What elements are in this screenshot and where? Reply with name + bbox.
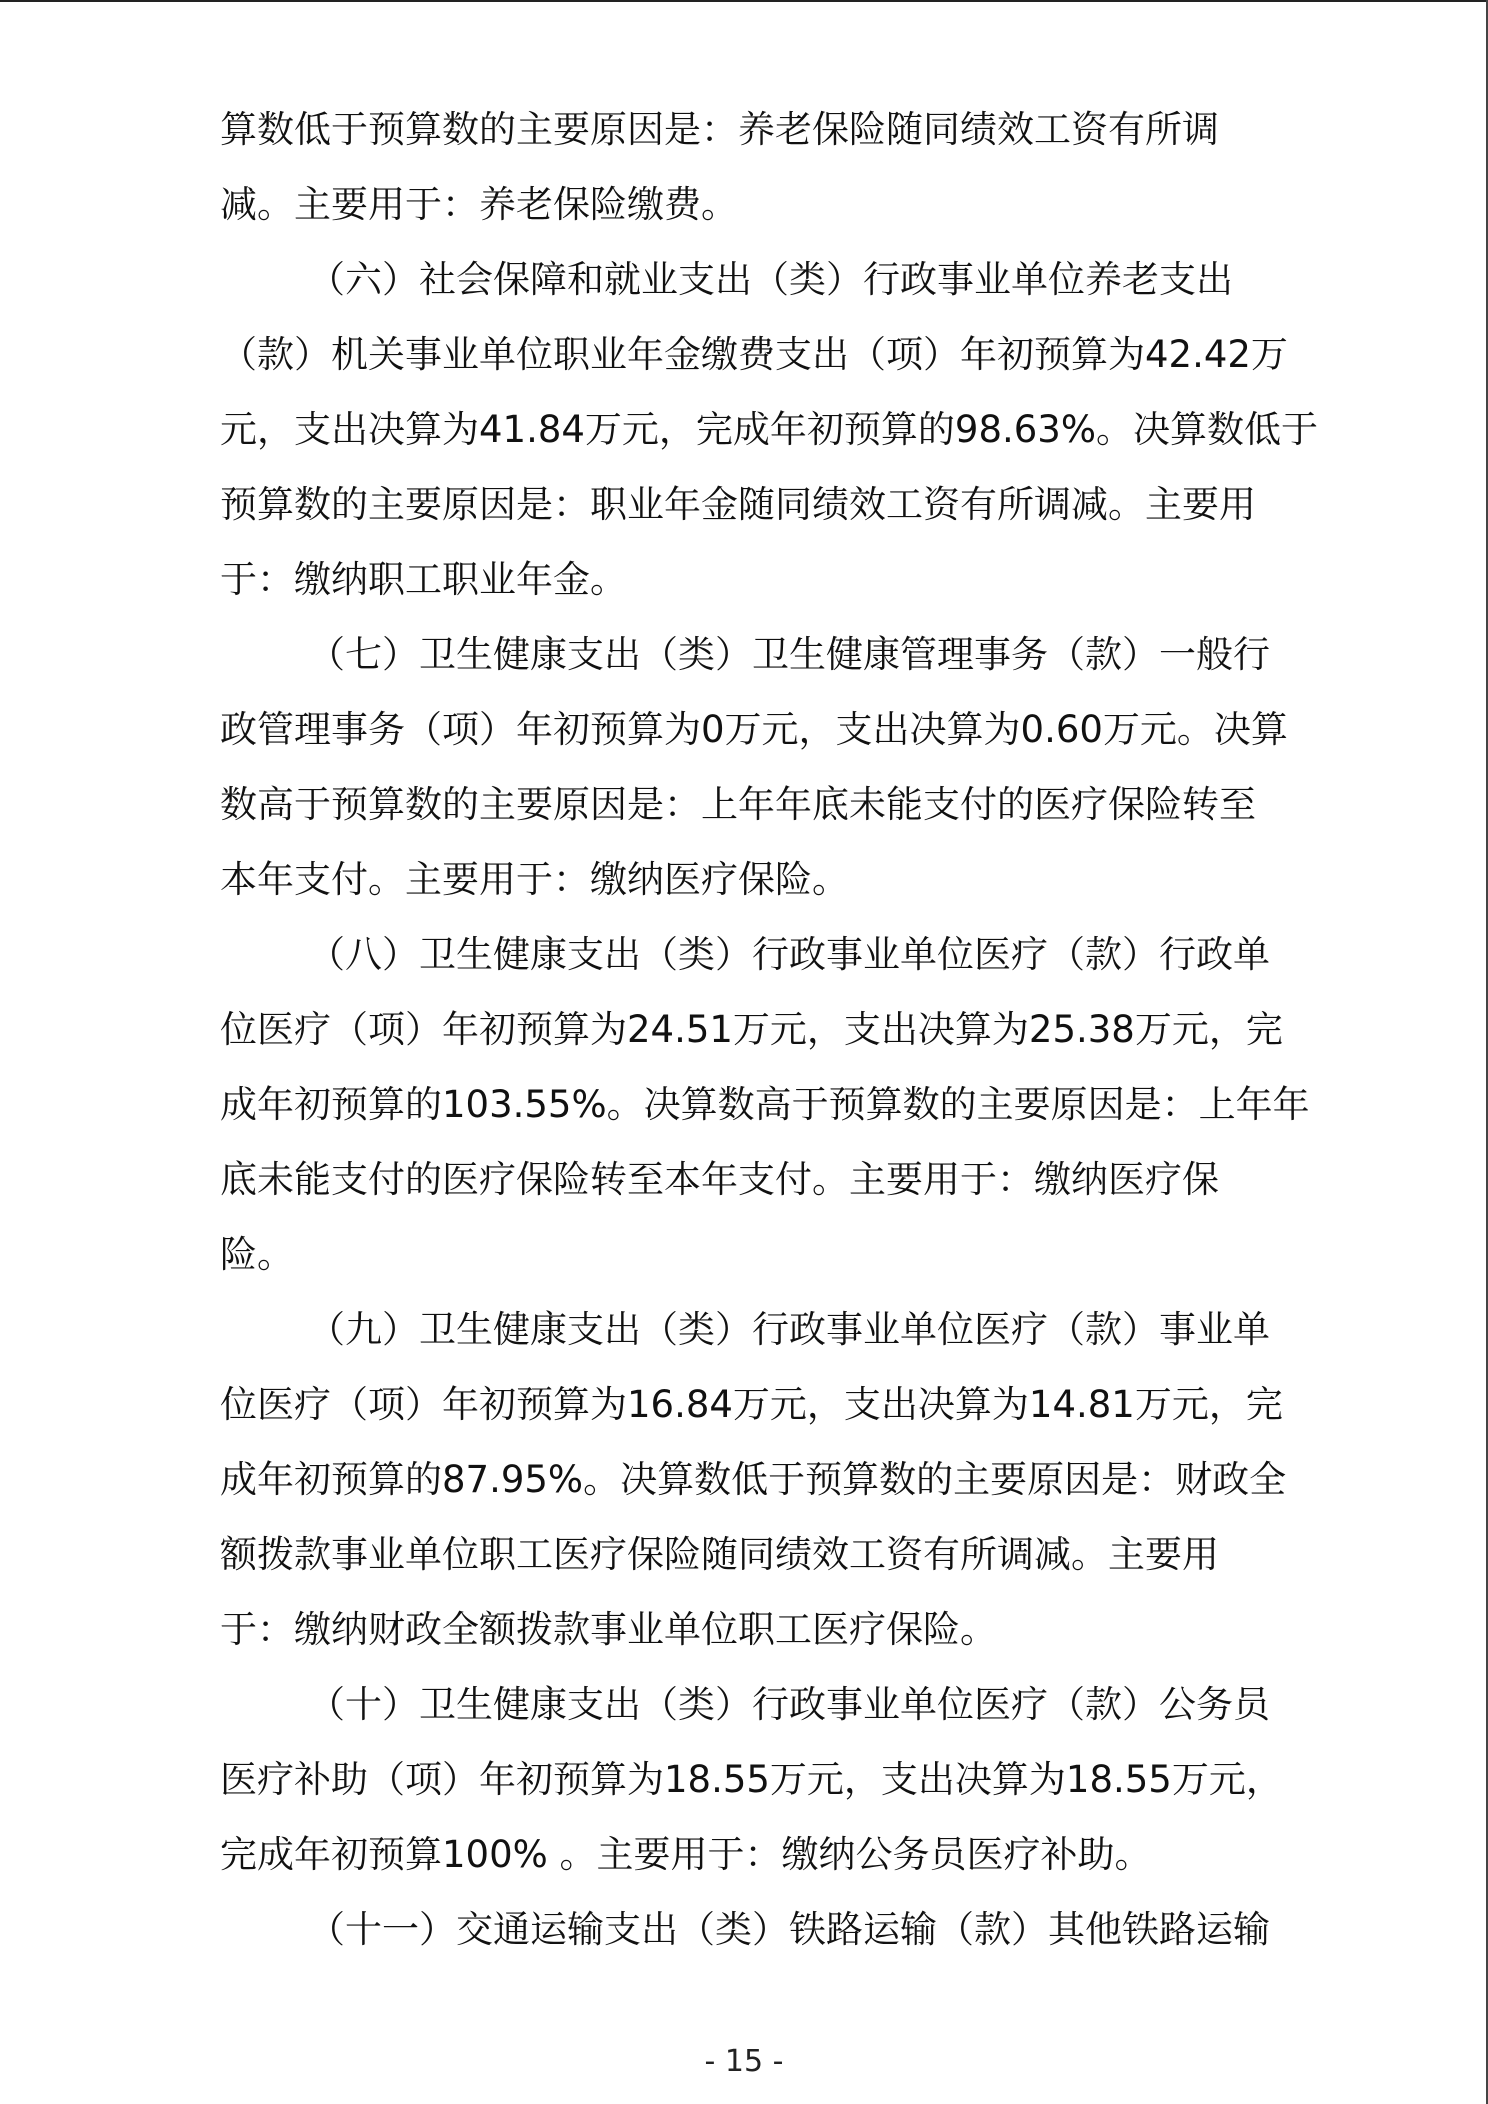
text-line: 算数低于预算数的主要原因是：养老保险随同绩效工资有所调 — [220, 108, 1219, 151]
paragraph-first-line: （十）卫生健康支出（类）行政事业单位医疗（款）公务员 — [308, 1683, 1270, 1726]
text-line: 位医疗（项）年初预算为24.51万元，支出决算为25.38万元，完 — [220, 1008, 1283, 1051]
paragraph-first-line: （八）卫生健康支出（类）行政事业单位医疗（款）行政单 — [308, 933, 1270, 976]
paragraph-first-line: （十一）交通运输支出（类）铁路运输（款）其他铁路运输 — [308, 1908, 1270, 1951]
text-line: 元，支出决算为41.84万元，完成年初预算的98.63%。决算数低于 — [220, 408, 1319, 451]
text-line: 本年支付。主要用于：缴纳医疗保险。 — [220, 858, 849, 901]
document-body — [220, 92, 1319, 1967]
text-line: 底未能支付的医疗保险转至本年支付。主要用于：缴纳医疗保 — [220, 1158, 1219, 1201]
text-line: 于：缴纳财政全额拨款事业单位职工医疗保险。 — [220, 1608, 997, 1651]
text-line: （款）机关事业单位职业年金缴费支出（项）年初预算为42.42万 — [220, 333, 1288, 376]
text-line: 预算数的主要原因是：职业年金随同绩效工资有所调减。主要用 — [220, 483, 1256, 526]
text-line: 完成年初预算100% 。主要用于：缴纳公务员医疗补助。 — [220, 1833, 1152, 1876]
paragraph-first-line: （六）社会保障和就业支出（类）行政事业单位养老支出 — [308, 258, 1233, 301]
paragraph-first-line: （七）卫生健康支出（类）卫生健康管理事务（款）一般行 — [308, 633, 1270, 676]
text-line: 数高于预算数的主要原因是：上年年底未能支付的医疗保险转至 — [220, 783, 1256, 826]
text-line: 医疗补助（项）年初预算为18.55万元，支出决算为18.55万元， — [220, 1758, 1283, 1801]
paragraph-first-line: （九）卫生健康支出（类）行政事业单位医疗（款）事业单 — [308, 1308, 1270, 1351]
page-top-border — [0, 0, 1488, 2]
text-line: 位医疗（项）年初预算为16.84万元，支出决算为14.81万元，完 — [220, 1383, 1283, 1426]
text-line: 政管理事务（项）年初预算为0万元，支出决算为0.60万元。决算 — [220, 708, 1288, 751]
text-line: 额拨款事业单位职工医疗保险随同绩效工资有所调减。主要用 — [220, 1533, 1219, 1576]
text-line: 成年初预算的87.95%。决算数低于预算数的主要原因是：财政全 — [220, 1458, 1287, 1501]
text-line: 减。主要用于：养老保险缴费。 — [220, 183, 738, 226]
text-line: 于：缴纳职工职业年金。 — [220, 558, 627, 601]
page-number: - 15 - — [704, 2044, 784, 2079]
text-line: 成年初预算的103.55%。决算数高于预算数的主要原因是：上年年 — [220, 1083, 1310, 1126]
text-line: 险。 — [220, 1233, 294, 1276]
